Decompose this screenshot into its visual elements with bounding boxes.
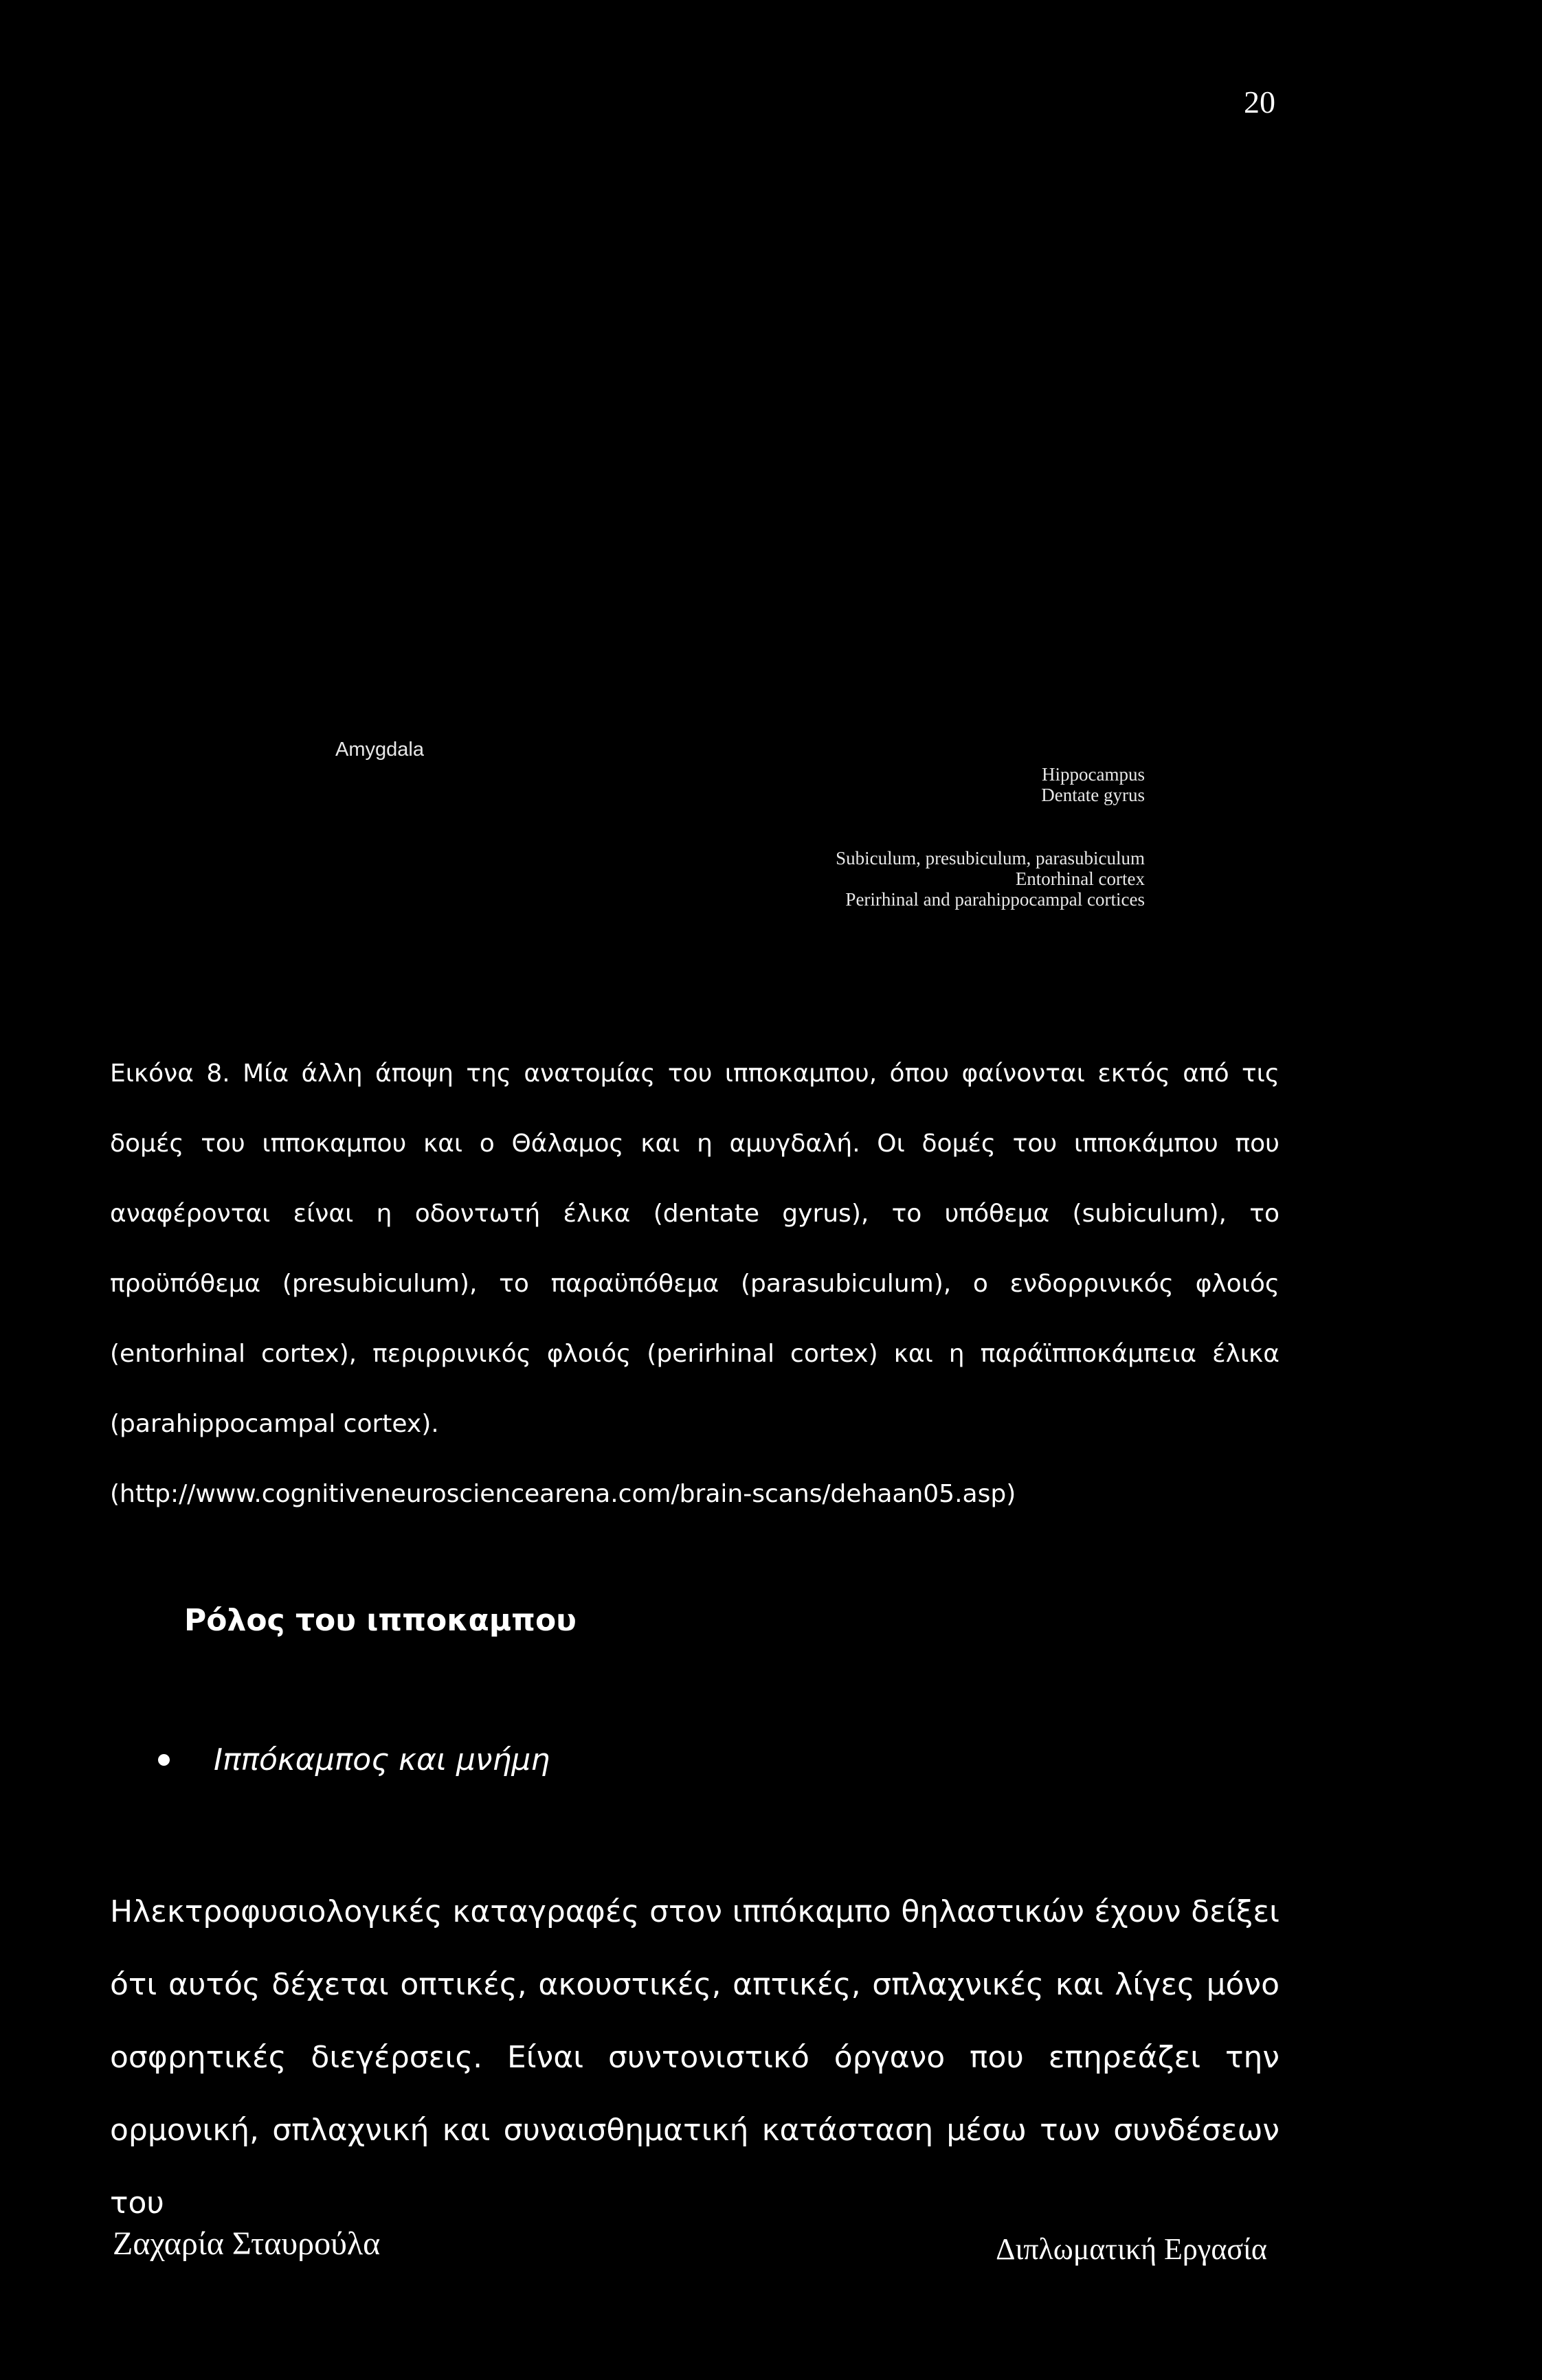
caption-lead: Εικόνα 8. — [110, 1059, 230, 1088]
figure-label-perirhinal: Perirhinal and parahippocampal cortices — [845, 889, 1145, 910]
bullet-item — [158, 1742, 550, 1777]
section-title: Ρόλος του ιπποκαμπου — [184, 1603, 577, 1638]
caption-url: (http://www.cognitiveneurosciencearena.com/brain-scans/dehaan05.asp) — [110, 1480, 1016, 1508]
figure-label-entorhinal: Entorhinal cortex — [1015, 868, 1145, 889]
figure-label-amygdala: Amygdala — [335, 739, 424, 761]
figure-label-hippocampus: Hippocampus — [1042, 764, 1145, 785]
footer-author: Ζαχαρία Σταυρούλα — [113, 2225, 381, 2262]
figure-label-dentate-gyrus: Dentate gyrus — [1041, 785, 1145, 805]
figure-label-subiculum: Subiculum, presubiculum, parasubiculum — [836, 848, 1145, 868]
caption-text: Μία άλλη άποψη της ανατομίας του ιπποκαμπου, όπου φαίνονται εκτός από τις δομές του ιπποκαμπου και ο Θάλαμος και η αμυγδαλή. Οι δομές του ιπποκάμπου που αναφέρονται είναι η οδοντωτή έλικα (dentate gyrus), το υπόθεμα (subiculum), το προϋπόθεμα (presubiculum), το παραϋπόθεμα (parasubiculum), ο ενδορρινικός φλοιός (entorhinal cortex), περιρρινικός φλοιός (perirhinal cortex) και η παράϊπποκάμπεια έλικα (parahippocampal cortex). — [110, 1059, 1280, 1438]
bullet-dot-icon — [158, 1754, 170, 1766]
page-number: 20 — [1244, 85, 1275, 120]
footer-title: Διπλωματική Εργασία — [996, 2232, 1267, 2266]
body-paragraph: Ηλεκτροφυσιολογικές καταγραφές στον ιππόκαμπο θηλαστικών έχουν δείξει ότι αυτός δέχεται οπτικές, ακουστικές, απτικές, σπλαχνικές και λίγες μόνο οσφρητικές διεγέρσεις. Είναι συντονιστικό όργανο που επηρεάζει την ορμονική, σπλαχνική και συναισθηματική κατάσταση μέσω των συνδέσεων του — [110, 1894, 1280, 2221]
bullet-text: Ιππόκαμπος και μνήμη — [214, 1742, 550, 1777]
figure-caption — [110, 1039, 1280, 1529]
